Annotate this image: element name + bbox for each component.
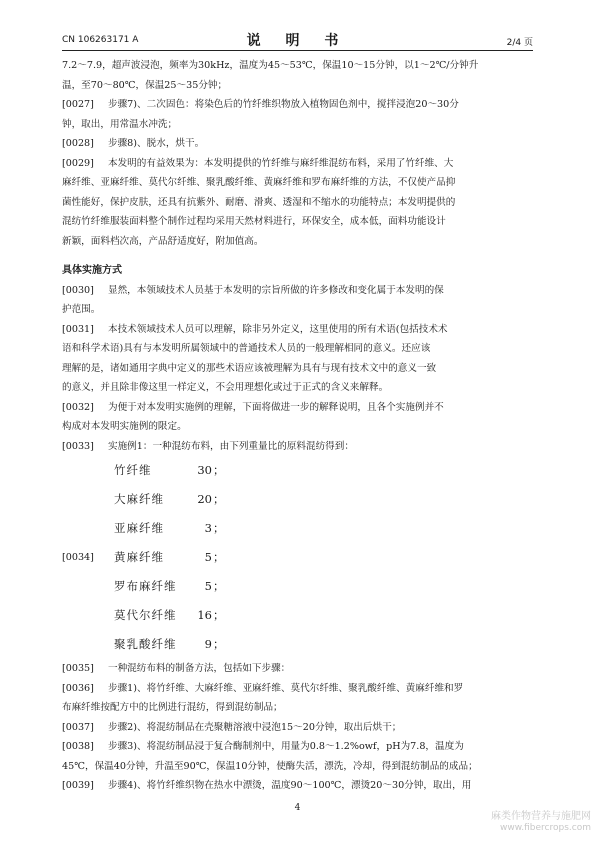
paragraph — [62, 95, 534, 134]
fiber-name: 黄麻纤维 — [114, 550, 164, 564]
recipe-item — [62, 572, 534, 601]
separator: ； — [213, 463, 225, 477]
fiber-name: 竹纤维 — [114, 463, 152, 477]
line-text: 温，至70～80℃，保温25～35分钟； — [62, 79, 228, 91]
paragraph — [62, 281, 534, 320]
line-text: 步骤1)、将竹纤维、大麻纤维、亚麻纤维、莫代尔纤维、聚乳酸纤维、黄麻纤维和罗 — [108, 682, 464, 694]
watermark-name: 麻类作物营养与施肥网 — [491, 811, 591, 822]
paragraph — [62, 659, 534, 679]
line-text: 构成对本发明实施例的限定。 — [62, 421, 187, 432]
text-line — [62, 339, 534, 359]
paragraph — [62, 776, 534, 796]
text-line — [62, 320, 534, 340]
text-line — [62, 212, 534, 232]
paragraph-number: [0028] — [62, 138, 94, 149]
weight-ratio: 30 — [197, 463, 212, 477]
text-line — [62, 359, 534, 379]
line-text: 护范围。 — [62, 304, 101, 315]
separator: ； — [213, 637, 225, 651]
page-number: 4 — [294, 803, 301, 813]
line-text: 步骤7)、二次固色：将染色后的竹纤维织物放入植物固色剂中，搅拌浸泡20～30分 — [108, 99, 459, 110]
paragraph-number: [0035] — [62, 663, 94, 674]
paragraph-number: [0030] — [62, 284, 94, 296]
paragraph-number: [0038] — [62, 741, 94, 752]
line-text: 麻纤维、亚麻纤维、莫代尔纤维、聚乳酸纤维、黄麻纤维和罗布麻纤维的方法，不仅使产品抑 — [62, 177, 456, 188]
separator: ； — [213, 608, 225, 622]
fiber-name: 亚麻纤维 — [114, 521, 164, 535]
text-line — [62, 281, 534, 301]
line-text: 本发明的有益效果为：本发明提供的竹纤维与麻纤维混纺布料，采用了竹纤维、大 — [108, 157, 454, 169]
text-line — [62, 659, 534, 679]
paragraph-number: [0037] — [62, 721, 94, 733]
fiber-name: 聚乳酸纤维 — [114, 637, 177, 651]
document-title: 说 明 书 — [246, 33, 349, 49]
line-text: 为便于对本发明实施例的理解，下面将做进一步的解释说明，且各个实施例并不 — [108, 401, 444, 413]
recipe-item — [62, 543, 534, 572]
text-line — [62, 115, 534, 135]
line-text: 新颖，面料档次高，产品舒适度好，附加值高。 — [62, 235, 264, 247]
paragraph-number: [0027] — [62, 99, 94, 110]
fiber-name: 罗布麻纤维 — [114, 579, 177, 593]
recipe-item — [62, 456, 534, 485]
line-text: 一种混纺布料的制备方法，包括如下步骤： — [108, 663, 291, 674]
line-text: 语和科学术语)具有与本发明所属领域中的普通技术人员的一般理解相同的意义。还应该 — [62, 343, 431, 354]
page-indicator: 2/4 页 — [506, 38, 533, 48]
text-line — [62, 173, 534, 193]
line-text: 7.2～7.9，超声波浸泡，频率为30kHz，温度为45～53℃，保温10～15分钟，以1～2℃/分钟升 — [62, 60, 479, 71]
text-line — [62, 232, 534, 252]
line-text: 45℃，保温40分钟，升温至90℃，保温10分钟，使酶失活，漂洗，冷却，得到混纺制品的成品； — [62, 760, 478, 772]
line-text: 步骤3)、将混纺制品浸于复合酶制剂中，用量为0.8～1.2%owf，pH为7.8，温度为 — [108, 741, 464, 752]
watermark-url: www.fibercrops.com — [500, 823, 591, 833]
patent-number: CN 106263171 A — [62, 35, 139, 45]
paragraph-number: [0034] — [62, 552, 94, 563]
separator: ； — [213, 550, 225, 564]
weight-ratio: 5 — [204, 550, 212, 564]
recipe-item — [62, 630, 534, 659]
line-text: 理解的是，诸如通用字典中定义的那些术语应该被理解为具有与现有技术文中的意义一致 — [62, 362, 437, 374]
paragraph — [62, 718, 534, 738]
text-line — [62, 134, 534, 154]
paragraph — [62, 134, 534, 154]
section-heading: 具体实施方式 — [62, 265, 122, 276]
text-line — [62, 398, 534, 418]
separator: ； — [213, 492, 225, 506]
text-line — [62, 757, 534, 777]
line-text: 本技术领域技术人员可以理解，除非另外定义，这里使用的所有术语(包括技术术 — [108, 323, 448, 335]
weight-ratio: 5 — [204, 579, 212, 593]
paragraph-number: [0032] — [62, 401, 94, 413]
text-line — [62, 56, 534, 76]
paragraph-block-bottom — [62, 659, 534, 796]
paragraph-number: [0029] — [62, 157, 94, 169]
fiber-name: 大麻纤维 — [114, 492, 164, 506]
paragraph-number: [0036] — [62, 682, 94, 694]
line-text: 步骤8)、脱水，烘干。 — [108, 138, 205, 149]
paragraph-number: [0033] — [62, 440, 94, 452]
text-line — [62, 300, 534, 320]
text-line — [62, 193, 534, 213]
text-line — [62, 679, 534, 699]
line-text: 实施例1：一种混纺布料，由下列重量比的原料混纺得到： — [108, 440, 354, 452]
line-text: 步骤2)、将混纺制品在壳聚糖溶液中浸泡15～20分钟，取出后烘干； — [108, 721, 402, 733]
separator: ； — [213, 579, 225, 593]
line-text: 混纺竹纤维服装面料整个制作过程均采用天然材料进行，环保安全，成本低，面料功能设计 — [62, 216, 446, 227]
text-line — [62, 737, 534, 757]
paragraph-block-top — [62, 56, 534, 251]
line-text: 布麻纤维按配方中的比例进行混纺，得到混纺制品； — [62, 702, 283, 713]
paragraph — [62, 737, 534, 776]
text-line — [62, 154, 534, 174]
page-header — [62, 28, 533, 51]
line-text: 的意义，并且除非像这里一样定义，不会用理想化或过于正式的含义来解释。 — [62, 382, 389, 393]
line-text: 菌性能好，保护皮肤，还具有抗紫外、耐磨、滑爽、透湿和不缩水的功能特点；本发明提供的 — [62, 196, 456, 208]
recipe-item — [62, 601, 534, 630]
recipe-list — [62, 456, 534, 659]
line-text: 钟，取出，用常温水冲洗； — [62, 118, 178, 130]
recipe-item — [62, 514, 534, 543]
line-text: 步骤4)、将竹纤维织物在热水中漂烫，温度90～100℃，漂烫20～30分钟，取出，用 — [108, 780, 472, 791]
paragraph — [62, 56, 534, 95]
text-line — [62, 95, 534, 115]
paragraph-number: [0031] — [62, 323, 94, 335]
text-line — [62, 776, 534, 796]
document-body — [62, 56, 534, 796]
weight-ratio: 3 — [204, 521, 212, 535]
weight-ratio: 20 — [197, 492, 212, 506]
paragraph — [62, 398, 534, 437]
separator: ； — [213, 521, 225, 535]
weight-ratio: 9 — [204, 637, 212, 651]
paragraph — [62, 437, 534, 457]
recipe-item — [62, 485, 534, 514]
weight-ratio: 16 — [197, 608, 212, 622]
text-line — [62, 378, 534, 398]
paragraph — [62, 679, 534, 718]
site-watermark — [441, 811, 591, 834]
fiber-name: 莫代尔纤维 — [114, 608, 177, 622]
text-line — [62, 437, 534, 457]
text-line — [62, 698, 534, 718]
paragraph — [62, 320, 534, 398]
text-line — [62, 718, 534, 738]
line-text: 显然，本领域技术人员基于本发明的宗旨所做的许多修改和变化属于本发明的保 — [108, 284, 444, 296]
text-line — [62, 417, 534, 437]
paragraph — [62, 154, 534, 252]
paragraph-block-middle — [62, 281, 534, 457]
paragraph-number: [0039] — [62, 780, 94, 791]
text-line — [62, 76, 534, 96]
